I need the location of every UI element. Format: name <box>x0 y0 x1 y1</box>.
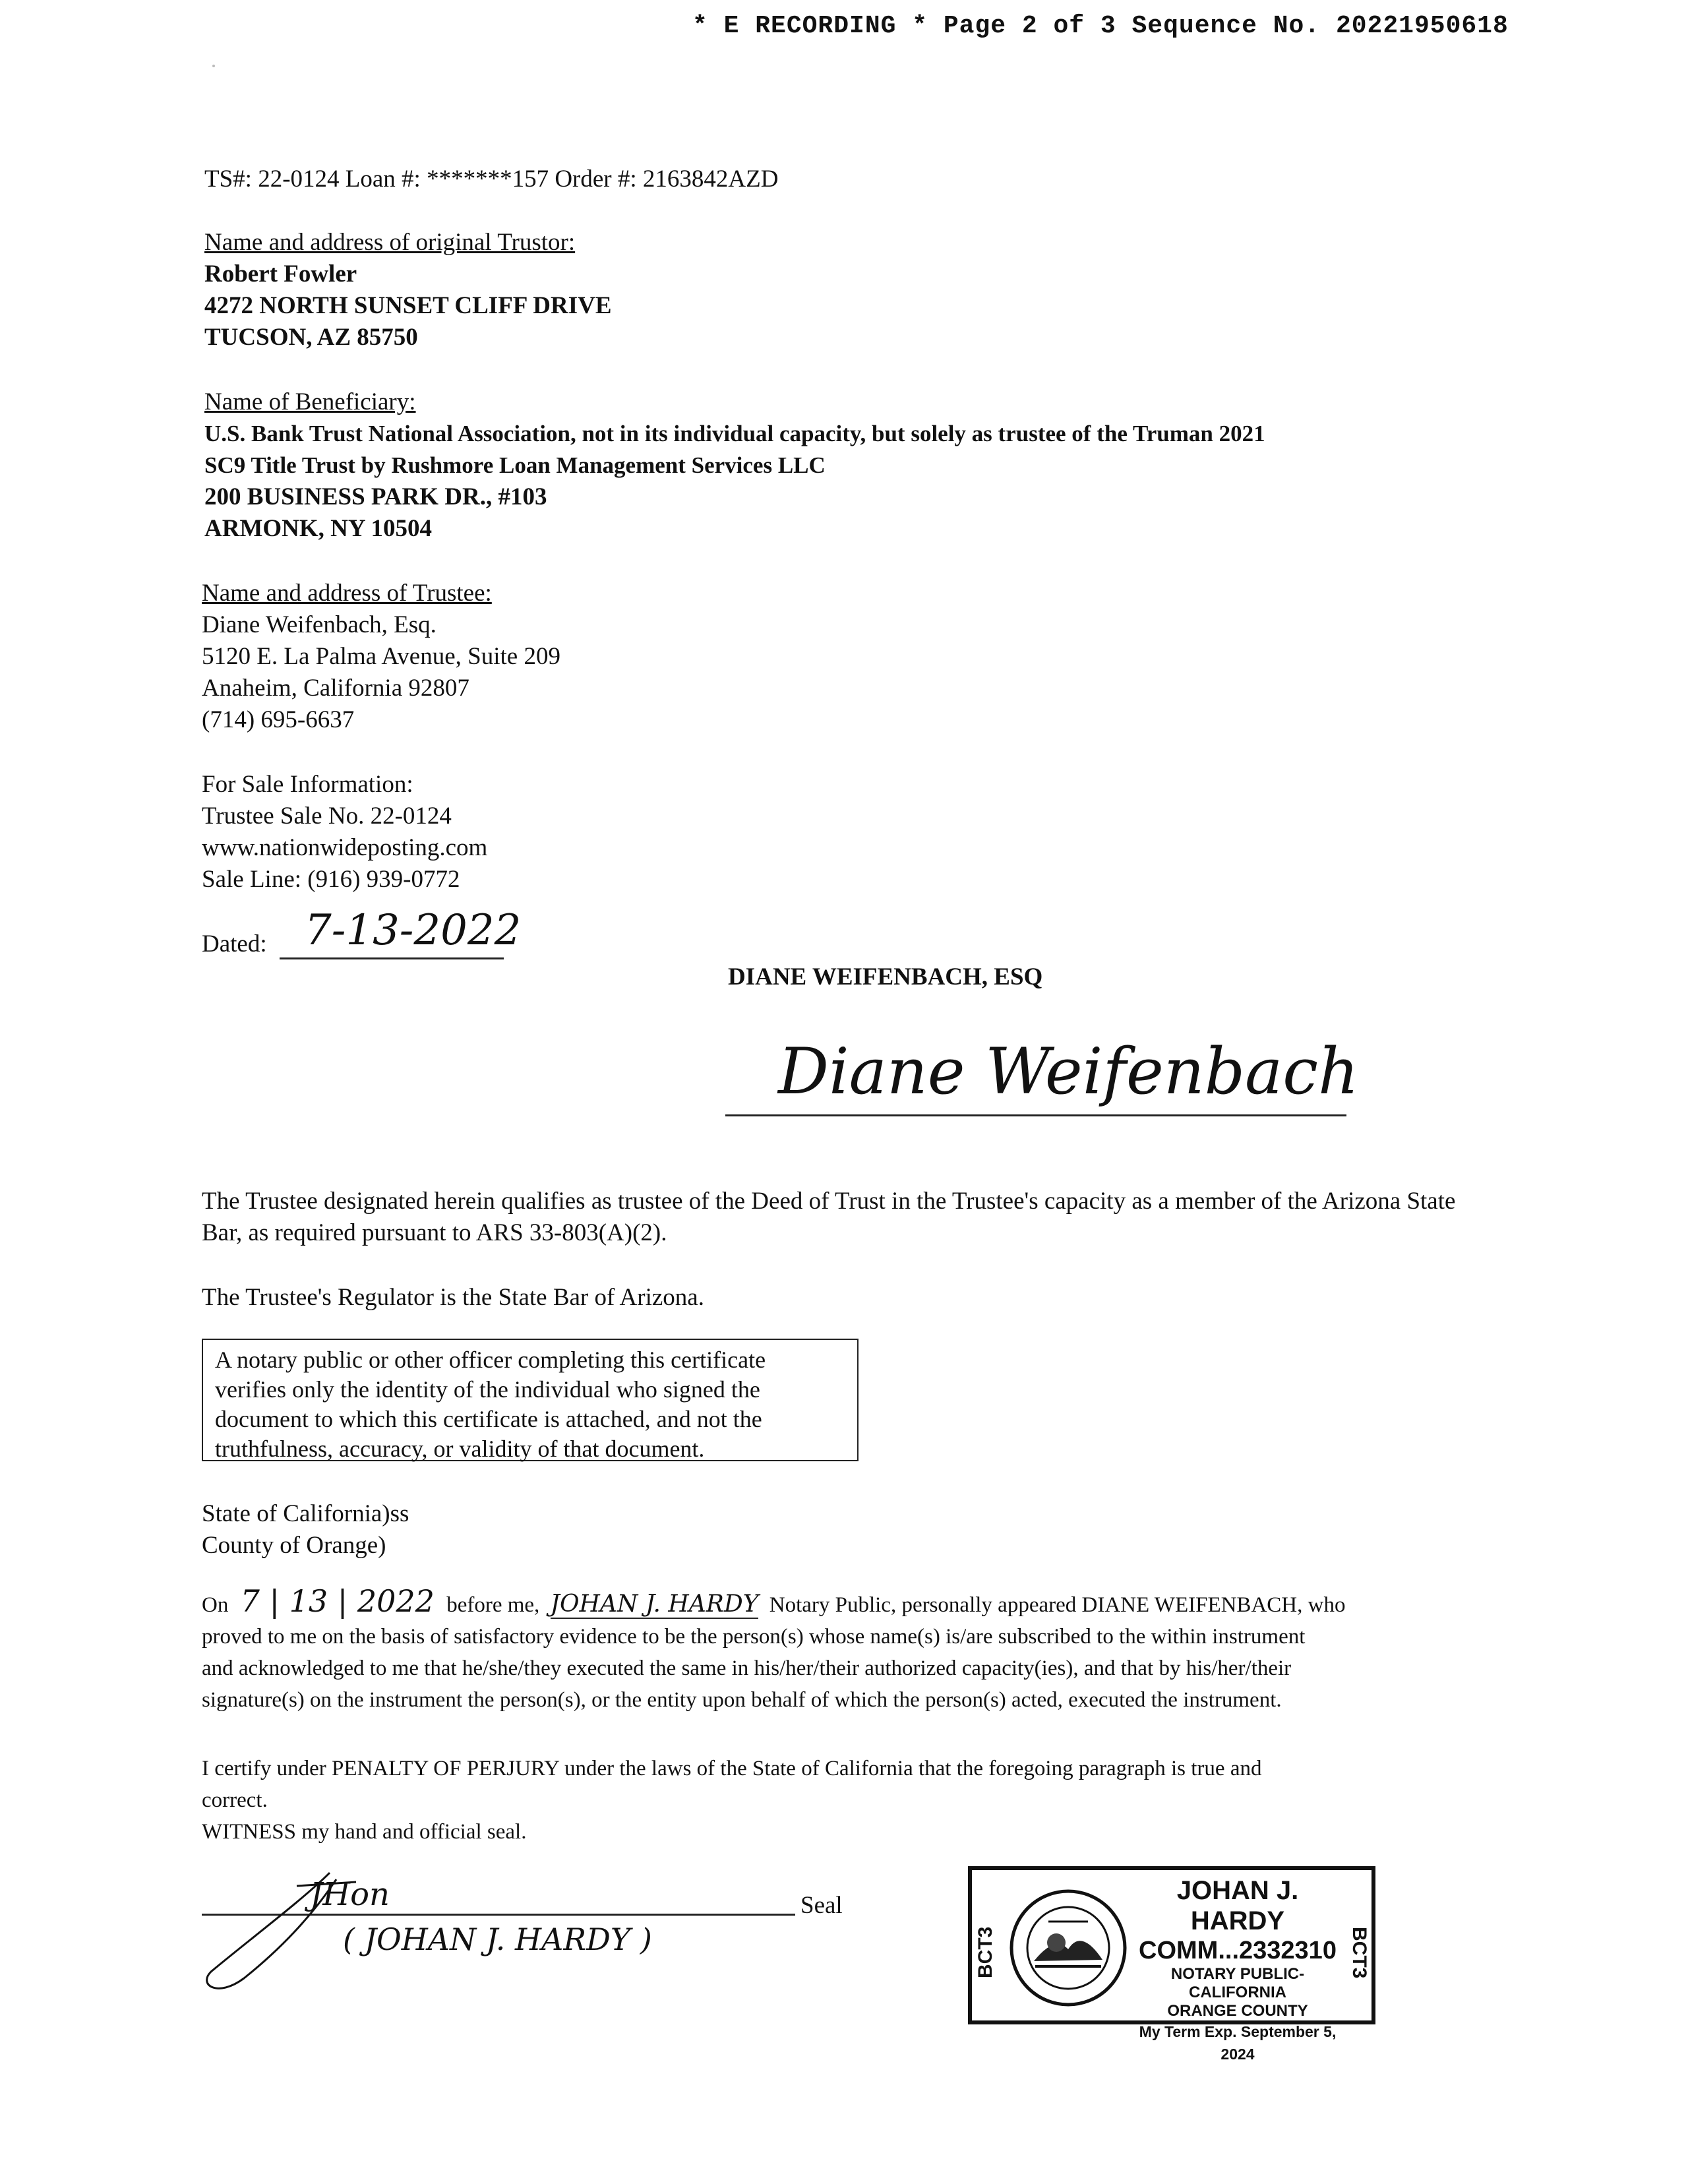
qualification-paragraph: The Trustee designated herein qualifies as trustee of the Deed of Trust in the Trustee's capacity as a member of the Arizona State Bar, as required pursuant to ARS 33-803(A)(2). <box>202 1188 1456 1246</box>
stamp-title: NOTARY PUBLIC-CALIFORNIA <box>1170 1965 1305 2001</box>
witness-line: WITNESS my hand and official seal. <box>202 1820 527 1844</box>
scan-speck <box>212 65 215 67</box>
notary-notice-line-3: document to which this certificate is attached, and not the <box>215 1406 762 1432</box>
seal-label: Seal <box>800 1892 843 1919</box>
ack-on-label: On <box>202 1593 229 1617</box>
notary-printed-name: ( JOHAN J. HARDY ) <box>343 1922 652 1957</box>
stamp-notary-name: JOHAN J. HARDY <box>1176 1876 1299 1935</box>
stamp-side-code-right: BCT3 <box>1348 1926 1370 1979</box>
notary-notice-line-2: verifies only the identity of the individual who signed the <box>215 1376 760 1403</box>
trustee-address-line-1: 5120 E. La Palma Avenue, Suite 209 <box>202 643 560 670</box>
ack-rest-line-1: Notary Public, personally appeared DIANE WEIFENBACH, who <box>769 1593 1346 1617</box>
perjury-section <box>202 1753 1494 1848</box>
stamp-county: ORANGE COUNTY <box>1167 2002 1308 2020</box>
acknowledgment-line-3: and acknowledged to me that he/she/they executed the same in his/her/their authorized capacity(ies), and that by his/her/their <box>202 1656 1292 1680</box>
trustee-section <box>202 578 560 736</box>
trustor-address-line-1: 4272 NORTH SUNSET CLIFF DRIVE <box>204 292 612 319</box>
dated-handwritten-value: 7-13-2022 <box>305 906 522 955</box>
trustor-address-line-2: TUCSON, AZ 85750 <box>204 324 418 351</box>
beneficiary-heading: Name of Beneficiary: <box>204 388 416 415</box>
stamp-commission: COMM...2332310 <box>1139 1937 1337 1964</box>
regulator-statement: The Trustee's Regulator is the State Bar of Arizona. <box>202 1284 704 1311</box>
perjury-line-1: I certify under PENALTY OF PERJURY under the laws of the State of California that the foregoing paragraph is true and <box>202 1757 1262 1780</box>
trustor-section <box>204 227 612 353</box>
stamp-side-code-left: BCT3 <box>975 1926 996 1979</box>
signature-line <box>725 1114 1346 1116</box>
acknowledgment-line-4: signature(s) on the instrument the person(s), or the entity upon behalf of which the person(s) acted, executed the instrument. <box>202 1688 1282 1712</box>
trustee-name: Diane Weifenbach, Esq. <box>202 611 437 638</box>
california-seal-icon <box>1009 1889 1128 2007</box>
perjury-line-2: correct. <box>202 1788 268 1812</box>
sale-info-section <box>202 769 487 895</box>
venue-section <box>202 1498 409 1562</box>
notary-notice-line-1: A notary public or other officer completing this certificate <box>215 1347 766 1373</box>
sale-phone-line: Sale Line: (916) 939-0772 <box>202 866 460 893</box>
venue-state: State of California)ss <box>202 1500 409 1527</box>
dated-label: Dated: <box>202 930 267 957</box>
stamp-text <box>1129 1875 1346 2065</box>
trustor-name: Robert Fowler <box>204 260 357 288</box>
sale-info-heading: For Sale Information: <box>202 771 413 798</box>
trustee-phone: (714) 695-6637 <box>202 706 355 733</box>
beneficiary-section <box>204 386 1265 545</box>
ack-handwritten-notary-name: JOHAN J. HARDY <box>550 1591 759 1618</box>
ack-before-label: before me, <box>446 1593 540 1617</box>
acknowledgment-line-2: proved to me on the basis of satisfactory evidence to be the person(s) whose name(s) is/are subscribed to the within instrument <box>202 1625 1306 1649</box>
recording-header: * E RECORDING * Page 2 of 3 Sequence No. 20221950618 <box>692 12 1509 40</box>
trustor-heading: Name and address of original Trustor: <box>204 229 576 256</box>
sale-website: www.nationwideposting.com <box>202 834 488 861</box>
beneficiary-line-2: SC9 Title Trust by Rushmore Loan Management Services LLC <box>204 452 826 478</box>
beneficiary-address-line-2: ARMONK, NY 10504 <box>204 515 432 542</box>
notary-signature-scribble: JHon <box>310 1876 390 1913</box>
notary-notice-line-4: truthfulness, accuracy, or validity of that document. <box>215 1436 705 1462</box>
reference-line: TS#: 22-0124 Loan #: *******157 Order #: 2163842AZD <box>204 166 779 193</box>
acknowledgment-line-1 <box>202 1585 1494 1621</box>
stamp-expiration: My Term Exp. September 5, 2024 <box>1139 2023 1337 2063</box>
beneficiary-address-line-1: 200 BUSINESS PARK DR., #103 <box>204 483 547 510</box>
acknowledgment-section <box>202 1585 1494 1716</box>
trustee-sale-number: Trustee Sale No. 22-0124 <box>202 803 452 830</box>
trustee-signature: Diane Weifenbach <box>778 1035 1359 1108</box>
beneficiary-line-1: U.S. Bank Trust National Association, not in its individual capacity, but solely as trustee of the Truman 2021 <box>204 421 1265 446</box>
notary-stamp <box>968 1866 1375 2063</box>
notary-notice-box <box>202 1339 859 1461</box>
trustee-heading: Name and address of Trustee: <box>202 580 492 607</box>
trustee-address-line-2: Anaheim, California 92807 <box>202 675 469 702</box>
ack-handwritten-date: 7 | 13 | 2022 <box>240 1583 435 1619</box>
venue-county: County of Orange) <box>202 1532 386 1559</box>
signer-name: DIANE WEIFENBACH, ESQ <box>728 963 1043 990</box>
dated-underline <box>280 957 504 959</box>
